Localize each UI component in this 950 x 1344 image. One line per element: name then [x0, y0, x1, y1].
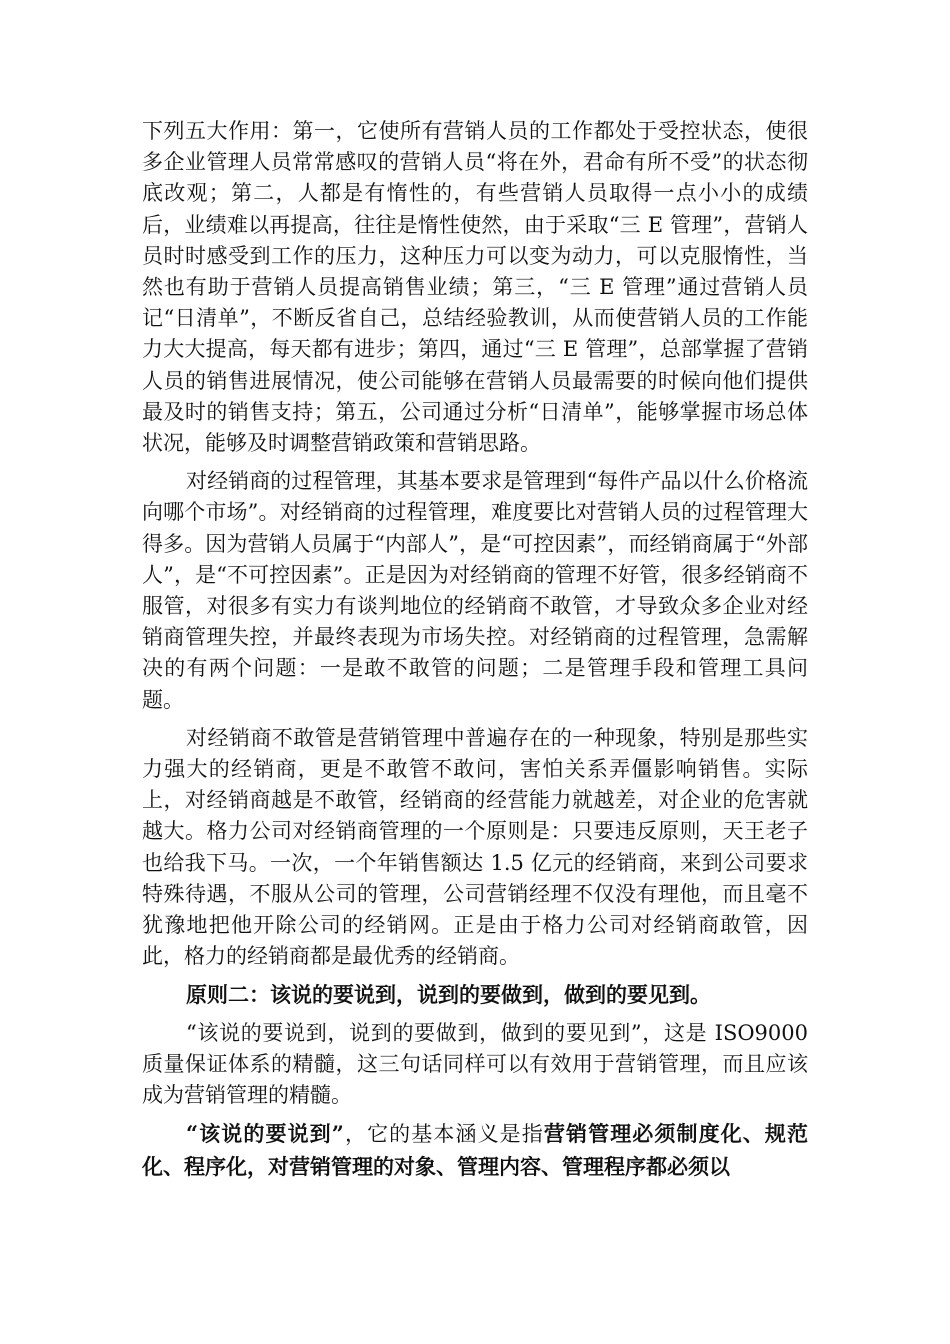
normal-text: ，它的基本涵义是指: [343, 1122, 544, 1147]
paragraph-dare-to-manage-dealers: 对经销商不敢管是营销管理中普遍存在的一种现象，特别是那些实力强大的经销商，更是不敢管不敢问，害怕关系弄僵影响销售。实际上，对经销商越是不敢管，经销商的经营能力就越差，对企业的危害就越大。格力公司对经销商管理的一个原则是：只要违反原则，天王老子也给我下马。一次，一个年销售额达 1.5 亿元的经销商，来到公司要求特殊待遇，不服从公司的管理，公司营销经理不仅没有理他，而且毫不犹豫地把他开除公司的经销网。正是由于格力公司对经销商敢管，因此，格力的经销商都是最优秀的经销商。: [142, 725, 808, 969]
bold-emphasis-text: 营销管理必须制度化、规范化、程序化，对营销管理的对象、管理内容、管理程序都必须以: [142, 1121, 809, 1179]
paragraph-iso9000-essence: “该说的要说到，说到的要做到，做到的要见到”，这是 ISO9000 质量保证体系的精髓，这三句话同样可以有效用于营销管理，而且应该成为营销管理的精髓。: [142, 1020, 808, 1108]
paragraph-dealer-process-management: 对经销商的过程管理，其基本要求是管理到“每件产品以什么价格流向哪个市场”。对经销商的过程管理，难度要比对营销人员的过程管理大得多。因为营销人员属于“内部人”，是“可控因素”，而经销商属于“外部人”，是“不可控因素”。正是因为对经销商的管理不好管，很多经销商不服管，对很多有实力有谈判地位的经销商不敢管，才导致众多企业对经销商管理失控，并最终表现为市场失控。对经销商的过程管理，急需解决的有两个问题：一是敢不敢管的问题；二是管理手段和管理工具问题。: [142, 469, 808, 712]
document-body: [142, 116, 808, 1190]
bold-lead-phrase: “该说的要说到”: [186, 1121, 344, 1147]
paragraph-five-functions: 下列五大作用：第一，它使所有营销人员的工作都处于受控状态，使很多企业管理人员常常感叹的营销人员“将在外，君命有所不受”的状态彻底改观；第二，人都是有惰性的，有些营销人员取得一点小小的成绩后，业绩难以再提高，往往是惰性使然，由于采取“三 E 管理”，营销人员时时感受到工作的压力，这种压力可以变为动力，可以克服惰性，当然也有助于营销人员提高销售业绩；第三，“三 E 管理”通过营销人员记“日清单”，不断反省自己，总结经验教训，从而使营销人员的工作能力大大提高，每天都有进步；第四，通过“三 E 管理”，总部掌握了营销人员的销售进展情况，使公司能够在营销人员最需要的时候向他们提供最及时的销售支持；第五，公司通过分析“日清单”，能够掌握市场总体状况，能够及时调整营销政策和营销思路。: [142, 119, 808, 456]
section-heading-principle-two: 原则二：该说的要说到，说到的要做到，做到的要见到。: [186, 982, 711, 1008]
paragraph-say-what-should-be-said: [142, 1118, 808, 1182]
